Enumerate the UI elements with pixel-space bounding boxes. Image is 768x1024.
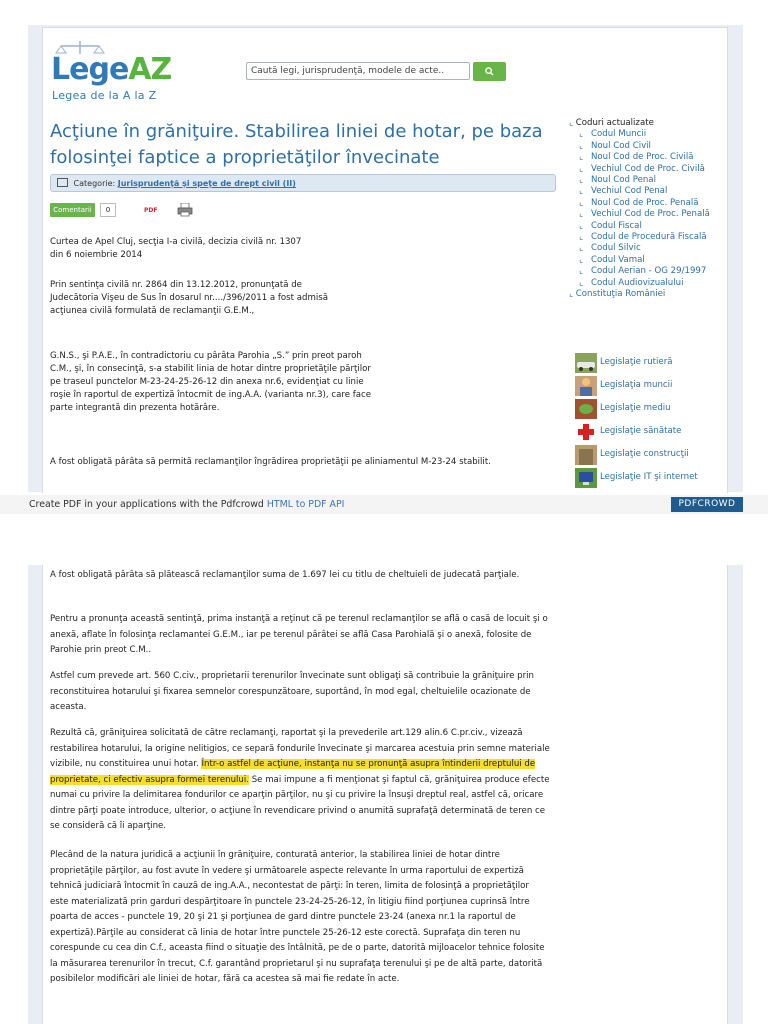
sidebar-item[interactable]: ⌞ Vechiul Cod Penal bbox=[579, 186, 729, 197]
legislation-item[interactable]: Legislaţie sănătate bbox=[575, 421, 730, 444]
sidebar-item[interactable]: ⌞ Codul Muncii bbox=[579, 129, 729, 140]
computer-icon bbox=[575, 468, 597, 488]
codes-sidebar bbox=[569, 118, 729, 301]
paragraph-1: Curtea de Apel Cluj, secţia I-a civilă, decizia civilă nr. 1307 din 6 noiembrie 2014 bbox=[50, 237, 302, 260]
print-icon[interactable] bbox=[177, 203, 193, 217]
legislation-item[interactable]: Legislaţie IT şi internet bbox=[575, 467, 730, 490]
sidebar-item[interactable]: ⌞ Codul Audiovizualului bbox=[579, 278, 729, 289]
search-icon bbox=[485, 67, 494, 76]
sidebar-item[interactable]: ⌞ Codul Fiscal bbox=[579, 221, 729, 232]
search-input[interactable]: Caută legi, jurisprudenţă, modele de acte.. bbox=[246, 62, 470, 80]
worker-icon bbox=[575, 376, 597, 396]
category-link[interactable]: Jurisprudenţă şi speţe de drept civil (II) bbox=[117, 179, 296, 188]
sidebar-item[interactable]: ⌞ Vechiul Cod de Proc. Penală bbox=[579, 209, 729, 220]
comments-count: 0 bbox=[100, 203, 116, 217]
legislation-item[interactable]: Legislaţia muncii bbox=[575, 375, 730, 398]
category-bar bbox=[50, 174, 556, 192]
legislation-item[interactable]: Legislaţie mediu bbox=[575, 398, 730, 421]
svg-text:PDF: PDF bbox=[144, 207, 158, 214]
sidebar-item[interactable]: ⌞ Codul Silvic bbox=[579, 243, 729, 254]
p2-paragraph-1: A fost obligată pârâta să plătească reclamanţilor suma de 1.697 lei cu titlu de cheltuieli de judecată parţiale. bbox=[50, 570, 520, 580]
logo[interactable] bbox=[51, 44, 171, 88]
highlighted-text: Într-o astfel de acţiune, instanţa nu se pronunţă asupra întinderii dreptului de proprietate, ci efectiv asupra formei terenului. bbox=[50, 759, 536, 785]
sidebar-item[interactable]: ⌞ Noul Cod de Proc. Penală bbox=[579, 198, 729, 209]
sidebar-item[interactable]: ⌞ Codul Vamal bbox=[579, 255, 729, 266]
p2-paragraph-2: Pentru a pronunţa această sentinţă, prima instanţă a reţinut că pe terenul reclamanţilor se află o casă de locuit şi o anexă, aflate în folosinţa reclamantei G.E.M., iar pe terenul pârâtei se află Casa Parohială şi o anexă, folosite de Parohie prin preot C.M.. bbox=[50, 614, 548, 655]
pdfcrowd-badge[interactable]: PDFCROWD bbox=[671, 497, 743, 512]
sidebar-item[interactable]: ⌞ Noul Cod de Proc. Civilă bbox=[579, 152, 729, 163]
sidebar-item[interactable]: ⌞ Noul Cod Civil bbox=[579, 141, 729, 152]
paragraph-3: G.N.S., şi P.A.E., în contradictoriu cu pârâta Parohia „S.” prin preot paroh C.M., şi, în consecinţă, s-a stabilit linia de hotar dintre proprietăţile părţilor pe traseul punctelor M-23-24-25-26-12 din anexa nr.6, evidenţiat cu linie roşie în raportul de expertiză întocmit de ing.A.A. (varianta nr.3), care face parte integrantă din prezenta hotărâre. bbox=[50, 351, 372, 413]
building-icon bbox=[575, 445, 597, 465]
sidebar-item-constitution[interactable]: ⌞ Constituţia României bbox=[569, 289, 666, 300]
pdf-api-link[interactable]: HTML to PDF API bbox=[266, 499, 345, 510]
scales-icon bbox=[53, 40, 123, 56]
p2-paragraph-4: Rezultă că, grăniţuirea solicitată de către reclamanţi, raportat şi la prevederile art.129 alin.6 C.pr.civ., vizează restabilirea hotarului, la origine nelitigios, ce separă fondurile învecinate şi marcarea acestuia prin semne materiale vizibile, nu constituirea unui hotar. Într-o astfel de acţiune, instanţa nu se pronunţă asupra întinderii dreptului de proprietate, ci efectiv asupra formei terenului. Se mai impune a fi menţionat şi faptul că, grăniţuirea produce efecte numai cu privire la delimitarea fondurilor ce aparţin părţilor, nu şi cu privire la însuşi dreptul real, astfel că, oricare dintre părţi poate introduce, ulterior, o acţiune în revendicare privind o anumită suprafaţă determinată de teren ce se consideră că îi aparţine. bbox=[50, 728, 550, 831]
paragraph-4: A fost obligată pârâta să permită reclamanţilor îngrădirea proprietăţii pe aliniamentul M-23-24 stabilit. bbox=[50, 457, 491, 467]
legislation-item[interactable]: Legislaţie construcţii bbox=[575, 444, 730, 467]
pdf-icon[interactable] bbox=[144, 204, 158, 215]
red-cross-icon bbox=[575, 422, 597, 442]
category-label: Categorie: bbox=[73, 179, 116, 188]
sidebar-item[interactable]: ⌞ Codul Aerian - OG 29/1997 bbox=[579, 266, 729, 277]
pdf-footer-text: Create PDF in your applications with the Pdfcrowd HTML to PDF API bbox=[29, 499, 345, 510]
logo-lege: Lege bbox=[51, 52, 129, 87]
legislation-list bbox=[575, 352, 730, 490]
car-icon bbox=[575, 353, 597, 373]
sidebar-item[interactable]: ⌞ Codul de Procedură Fiscală bbox=[579, 232, 729, 243]
logo-az: AZ bbox=[128, 52, 172, 87]
paragraph-2: Prin sentinţa civilă nr. 2864 din 13.12.2012, pronunţată de Judecătoria Vişeu de Sus în dosarul nr..../396/2011 a fost admisă acţiunea civilă formulată de reclamanţii G.E.M., bbox=[50, 280, 328, 316]
folder-icon bbox=[57, 178, 68, 187]
p2-paragraph-3: Astfel cum prevede art. 560 C.civ., proprietarii terenurilor învecinate sunt obligaţi să contribuie la grăniţuire prin reconstituirea hotarului şi fixarea semnelor corespunzătoare, suportând, în mod egal, cheltuielile ocazionate de aceasta. bbox=[50, 671, 534, 712]
comments-button[interactable]: Comentarii bbox=[50, 203, 95, 217]
search-button[interactable] bbox=[473, 62, 506, 81]
leaf-icon bbox=[575, 399, 597, 419]
legislation-item[interactable]: Legislaţie rutieră bbox=[575, 352, 730, 375]
tagline: Legea de la A la Z bbox=[52, 89, 157, 102]
sidebar-item[interactable]: ⌞ Vechiul Cod de Proc. Civilă bbox=[579, 164, 729, 175]
article-title: Acţiune în grăniţuire. Stabilirea liniei de hotar, pe baza folosinţei faptice a proprietăţilor învecinate bbox=[50, 121, 543, 168]
sidebar-heading[interactable]: ⌞ Coduri actualizate bbox=[569, 118, 654, 128]
sidebar-item[interactable]: ⌞ Noul Cod Penal bbox=[579, 175, 729, 186]
p2-paragraph-5: Plecând de la natura juridică a acţiunii în grăniţuire, conturată anterior, la stabilirea liniei de hotar dintre proprietăţile părţilor, au fost avute în vedere şi următoarele aspecte relevante în urma raportului de expertiză tehnică judiciară întocmit în cauză de ing.A.A., necontestat de părţi: în teren, limita de folosinţă a proprietăţilor este materializată prin garduri despărţitoare în punctele 23-24-25-26-12, în litigiu fiind porţiunea cuprinsă între poarta de acces - punctele 19, 20 şi 21 şi porţiunea de gard dintre punctele 23-24 (anexa nr.1 la raportul de expertiză).Părţile au considerat că linia de hotar între punctele 25-26-12 este corectă. Suprafaţa din teren nu corespunde cu cea din C.f., aceasta fiind o situaţie des întâlnită, pe de o parte, datorită mijloacelor tehnice folosite la măsurarea terenurilor în trecut, C.f. garantând proprietarul şi nu suprafaţa terenului şi pe de altă parte, datorită posibilelor modificări ale liniei de hotar, fără ca acestea să mai fie redate în acte. bbox=[50, 850, 545, 984]
